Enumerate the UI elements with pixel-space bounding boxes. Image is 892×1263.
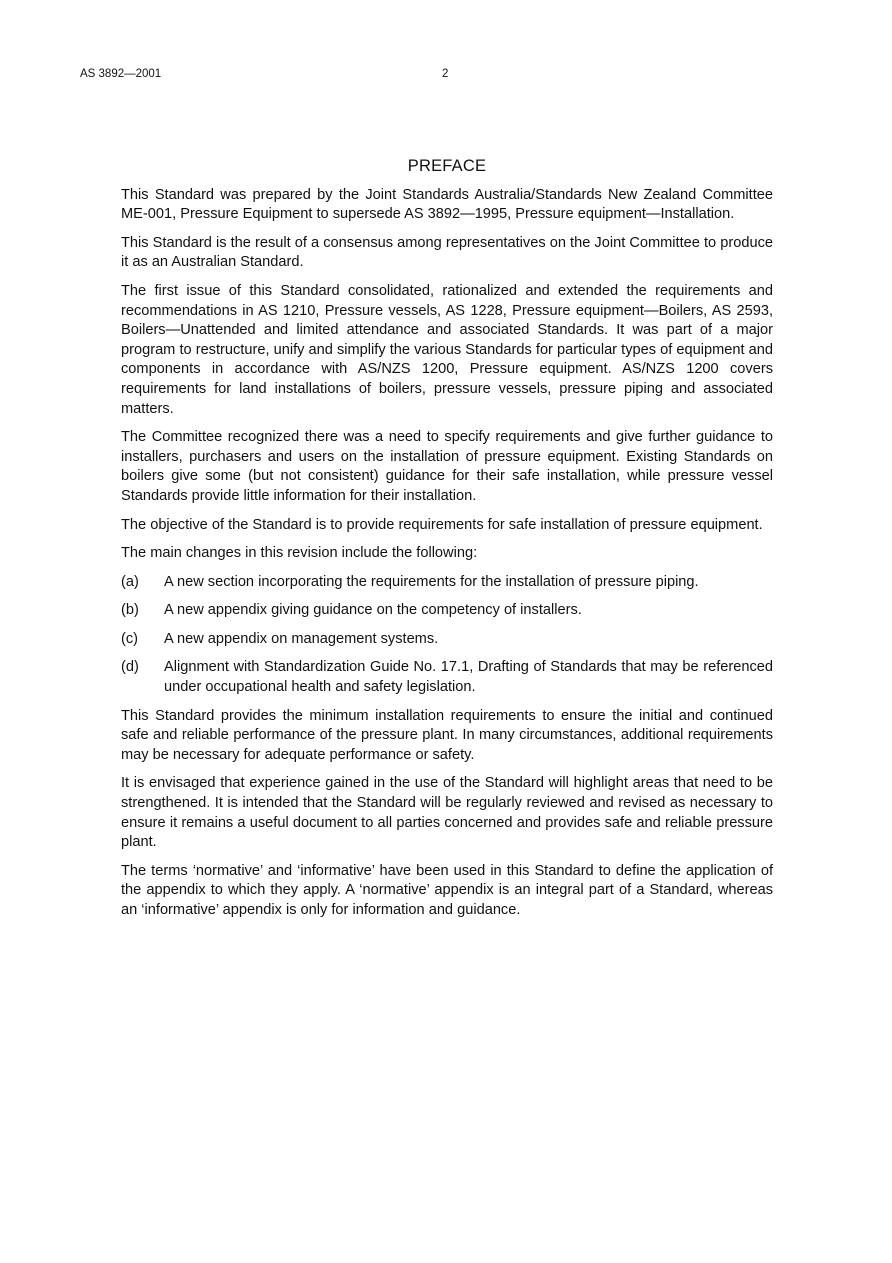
- document-id: AS 3892—2001: [80, 68, 162, 80]
- section-title: PREFACE: [407, 157, 487, 175]
- list-item-label: (b): [121, 602, 139, 619]
- paragraph: The objective of the Standard is to provide requirements for safe installation of pressure equipment.: [121, 516, 763, 533]
- list-item: [121, 630, 773, 650]
- list-item-text: Alignment with Standardization Guide No. 17.1, Drafting of Standards that may be referenced under occupational health and safety legislation.: [164, 659, 773, 696]
- list-item-text: A new section incorporating the requirements for the installation of pressure piping.: [164, 573, 699, 590]
- paragraph: This Standard was prepared by the Joint Standards Australia/Standards New Zealand Committee ME-001, Pressure Equipment to supersede AS 3892—1995, Pressure equipment—Installation.: [121, 186, 773, 223]
- changes-list: [121, 573, 773, 698]
- list-item-label: (c): [121, 630, 139, 647]
- list-item-text: A new appendix on management systems.: [164, 630, 439, 647]
- preface-section: [121, 157, 773, 930]
- list-item-label: (a): [121, 573, 139, 590]
- paragraph: This Standard provides the minimum installation requirements to ensure the initial and continued safe and reliable performance of the pressure plant. In many circumstances, additional requirements may be necessary for adequate performance or safety.: [121, 707, 773, 763]
- running-header: [80, 68, 812, 84]
- list-item: [121, 658, 773, 697]
- list-item-label: (d): [121, 659, 139, 676]
- list-item-text: A new appendix giving guidance on the competency of installers.: [164, 602, 582, 619]
- list-intro: The main changes in this revision include the following:: [121, 545, 478, 562]
- list-item: [121, 573, 773, 593]
- paragraph: It is envisaged that experience gained in the use of the Standard will highlight areas that need to be strengthened. It is intended that the Standard will be regularly reviewed and revised as necessary to ensure it remains a useful document to all parties concerned and provides safe and reliable pressure plant.: [121, 775, 773, 851]
- paragraph: The Committee recognized there was a need to specify requirements and give further guidance to installers, purchasers and users on the installation of pressure equipment. Existing Standards on boilers give some (but not consistent) guidance for their safe installation, while pressure vessel Standards provide little information for their installation.: [121, 429, 773, 504]
- list-item: [121, 601, 773, 621]
- paragraph: The terms ‘normative’ and ‘informative’ have been used in this Standard to define the application of the appendix to which they apply. A ‘normative’ appendix is an integral part of a Standard, whereas an ‘informative’ appendix is only for information and guidance.: [121, 862, 773, 918]
- page-number: 2: [442, 68, 449, 80]
- paragraph: The first issue of this Standard consolidated, rationalized and extended the requirements and recommendations in AS 1210, Pressure vessels, AS 1228, Pressure equipment—Boilers, AS 2593, Boilers—Unattended and limited attendance and associated Standards. It was part of a major program to restructure, unify and simplify the various Standards for particular types of equipment and components in accordance with AS/NZS 1200, Pressure equipment. AS/NZS 1200 covers requirements for land installations of boilers, pressure vessels, pressure piping and associated matters.: [121, 282, 773, 417]
- paragraph: This Standard is the result of a consensus among representatives on the Joint Committee to produce it as an Australian Standard.: [121, 234, 773, 271]
